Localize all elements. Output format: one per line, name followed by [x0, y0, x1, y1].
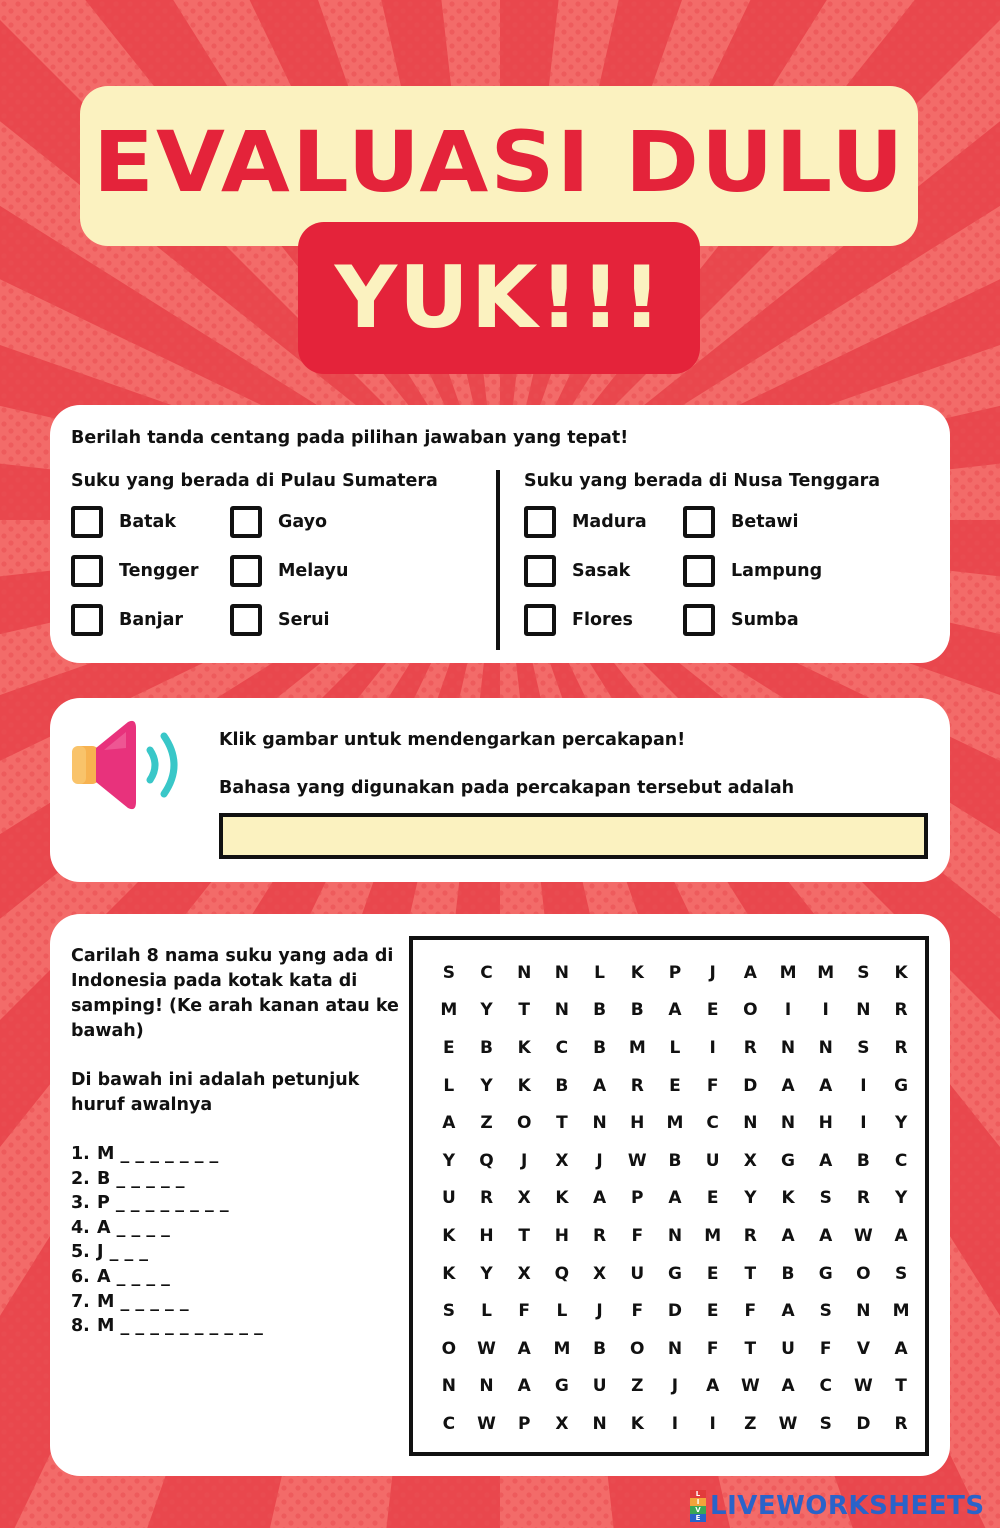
- grid-letter[interactable]: I: [709, 1037, 716, 1058]
- option-item[interactable]: [524, 604, 633, 636]
- grid-letter[interactable]: T: [556, 1113, 568, 1134]
- option-item[interactable]: [71, 604, 183, 636]
- grid-letter[interactable]: A: [894, 1225, 908, 1246]
- grid-letter[interactable]: X: [743, 1150, 757, 1171]
- grid-letter[interactable]: F: [706, 1075, 719, 1096]
- grid-letter[interactable]: Q: [479, 1150, 494, 1171]
- group-title: Suku yang berada di Pulau Sumatera: [71, 471, 438, 491]
- grid-letter[interactable]: R: [894, 1000, 908, 1021]
- grid-letter[interactable]: R: [479, 1188, 494, 1209]
- grid-letter[interactable]: O: [516, 1113, 532, 1134]
- grid-letter[interactable]: X: [555, 1150, 569, 1171]
- grid-letter[interactable]: N: [743, 1113, 758, 1134]
- option-item[interactable]: [524, 506, 647, 538]
- clue-number: 1.: [71, 1144, 90, 1164]
- clue-number: 2.: [71, 1168, 90, 1189]
- checkbox[interactable]: [230, 506, 262, 538]
- grid-letter[interactable]: D: [743, 1075, 758, 1096]
- clue-number: 8.: [71, 1316, 90, 1337]
- grid-letter[interactable]: N: [667, 1338, 683, 1359]
- grid-letter[interactable]: N: [554, 1000, 570, 1021]
- grid-letter[interactable]: S: [442, 1301, 455, 1322]
- grid-letter[interactable]: A: [593, 1075, 607, 1096]
- grid-letter[interactable]: M: [666, 1113, 684, 1134]
- grid-letter[interactable]: T: [744, 1263, 757, 1284]
- grid-letter[interactable]: N: [479, 1376, 494, 1397]
- grid-letter[interactable]: F: [706, 1338, 719, 1359]
- grid-letter[interactable]: I: [822, 1000, 829, 1021]
- grid-letter[interactable]: A: [819, 1225, 833, 1246]
- grid-letter[interactable]: S: [857, 1037, 870, 1058]
- option-label: Gayo: [278, 512, 328, 532]
- logo-mark-letter: L: [690, 1490, 706, 1498]
- checkbox[interactable]: [71, 604, 103, 636]
- grid-letter[interactable]: A: [894, 1338, 908, 1359]
- grid-letter[interactable]: K: [442, 1225, 456, 1246]
- checkbox[interactable]: [230, 604, 262, 636]
- grid-letter[interactable]: R: [856, 1188, 870, 1209]
- grid-letter[interactable]: K: [894, 962, 908, 983]
- grid-letter[interactable]: A: [743, 962, 757, 983]
- grid-letter[interactable]: A: [781, 1225, 795, 1246]
- grid-letter[interactable]: D: [856, 1413, 871, 1434]
- grid-letter[interactable]: U: [781, 1338, 795, 1359]
- checkbox[interactable]: [524, 555, 556, 587]
- grid-letter[interactable]: W: [627, 1150, 647, 1171]
- grid-letter[interactable]: O: [441, 1338, 457, 1359]
- grid-letter[interactable]: F: [744, 1301, 757, 1322]
- grid-letter[interactable]: F: [819, 1338, 832, 1359]
- grid-letter[interactable]: M: [892, 1301, 910, 1322]
- grid-letter[interactable]: Z: [480, 1113, 493, 1134]
- grid-letter[interactable]: H: [630, 1113, 645, 1134]
- grid-letter[interactable]: W: [854, 1225, 873, 1246]
- grid-letter[interactable]: K: [630, 962, 644, 983]
- grid-letter[interactable]: I: [784, 1000, 792, 1021]
- logo-text: LIVEWORKSHEETS: [710, 1491, 985, 1521]
- grid-letter[interactable]: A: [668, 1188, 682, 1209]
- grid-letter[interactable]: A: [781, 1376, 795, 1397]
- grid-letter[interactable]: O: [630, 1338, 645, 1359]
- grid-letter[interactable]: B: [856, 1150, 870, 1171]
- clue-item: [71, 1265, 263, 1290]
- grid-letter[interactable]: R: [894, 1037, 908, 1058]
- clue-text: M _ _ _ _ _: [97, 1291, 189, 1312]
- title-badge: [298, 222, 700, 374]
- checkbox[interactable]: [71, 555, 103, 587]
- grid-letter[interactable]: E: [669, 1075, 681, 1096]
- grid-letter[interactable]: T: [744, 1338, 757, 1359]
- option-label: Madura: [572, 512, 647, 532]
- grid-letter[interactable]: I: [709, 1413, 716, 1434]
- grid-letter[interactable]: D: [667, 1301, 683, 1322]
- checkbox[interactable]: [524, 506, 556, 538]
- clue-text: M _ _ _ _ _ _ _ _ _ _: [97, 1316, 263, 1337]
- grid-letter[interactable]: P: [517, 1413, 531, 1434]
- grid-letter[interactable]: L: [556, 1301, 568, 1322]
- grid-letter[interactable]: N: [818, 1037, 833, 1058]
- liveworksheets-logo: [690, 1490, 985, 1522]
- grid-letter[interactable]: R: [630, 1075, 644, 1096]
- option-item[interactable]: [683, 604, 799, 636]
- grid-letter[interactable]: J: [521, 1150, 528, 1171]
- option-label: Sasak: [572, 561, 631, 581]
- answer-input[interactable]: [219, 813, 928, 859]
- clue-item: [71, 1314, 263, 1339]
- grid-letter[interactable]: N: [517, 962, 532, 983]
- grid-letter[interactable]: C: [442, 1413, 456, 1434]
- grid-letter[interactable]: S: [894, 1263, 908, 1284]
- grid-letter[interactable]: S: [857, 962, 870, 983]
- option-label: Serui: [278, 610, 330, 630]
- grid-letter[interactable]: J: [596, 1150, 603, 1171]
- grid-letter[interactable]: Q: [554, 1263, 570, 1284]
- grid-letter[interactable]: K: [555, 1188, 569, 1209]
- grid-letter[interactable]: R: [593, 1225, 607, 1246]
- grid-letter[interactable]: N: [592, 1113, 607, 1134]
- word-search-hint: Di bawah ini adalah petunjuk huruf awalnya: [71, 1070, 360, 1115]
- grid-letter[interactable]: S: [819, 1188, 832, 1209]
- grid-letter[interactable]: G: [554, 1376, 569, 1397]
- grid-letter[interactable]: M: [817, 962, 835, 983]
- grid-letter[interactable]: B: [593, 1000, 607, 1021]
- grid-letter[interactable]: R: [743, 1037, 757, 1058]
- grid-letter[interactable]: U: [441, 1188, 456, 1209]
- column-divider: [496, 470, 500, 650]
- grid-letter[interactable]: X: [555, 1413, 569, 1434]
- grid-letter[interactable]: N: [780, 1037, 796, 1058]
- grid-letter[interactable]: E: [706, 1301, 719, 1322]
- grid-letter[interactable]: G: [894, 1075, 909, 1096]
- grid-letter[interactable]: Z: [631, 1376, 644, 1397]
- grid-letter[interactable]: S: [442, 962, 455, 983]
- grid-letter[interactable]: E: [706, 1000, 719, 1021]
- grid-letter[interactable]: N: [554, 962, 570, 983]
- grid-letter[interactable]: W: [477, 1338, 496, 1359]
- word-search-grid: [430, 954, 920, 1443]
- grid-letter[interactable]: N: [667, 1225, 683, 1246]
- clue-item: [71, 1216, 263, 1241]
- grid-letter[interactable]: R: [743, 1225, 757, 1246]
- word-search-grid-box: [409, 936, 929, 1456]
- option-label: Flores: [572, 610, 633, 630]
- grid-letter[interactable]: J: [671, 1376, 679, 1397]
- clue-number: 7.: [71, 1291, 90, 1312]
- grid-letter[interactable]: K: [442, 1263, 456, 1284]
- grid-letter[interactable]: A: [668, 1000, 682, 1021]
- grid-letter[interactable]: M: [779, 962, 797, 983]
- grid-letter[interactable]: U: [630, 1263, 645, 1284]
- grid-letter[interactable]: X: [517, 1263, 531, 1284]
- grid-letter[interactable]: E: [706, 1188, 719, 1209]
- logo-mark-letter: V: [690, 1506, 706, 1514]
- option-label: Melayu: [278, 561, 349, 581]
- grid-letter[interactable]: Y: [480, 1000, 493, 1021]
- grid-letter[interactable]: C: [706, 1113, 719, 1134]
- grid-letter[interactable]: B: [781, 1263, 795, 1284]
- clue-text: B _ _ _ _ _: [97, 1168, 185, 1189]
- option-item[interactable]: [230, 506, 327, 538]
- grid-letter[interactable]: A: [593, 1188, 607, 1209]
- group-title: Suku yang berada di Nusa Tenggara: [524, 471, 881, 491]
- checkbox[interactable]: [683, 604, 715, 636]
- grid-letter[interactable]: F: [518, 1301, 531, 1322]
- option-item[interactable]: [524, 555, 630, 587]
- grid-letter[interactable]: A: [442, 1113, 456, 1134]
- grid-letter[interactable]: F: [631, 1225, 644, 1246]
- grid-letter[interactable]: B: [593, 1037, 607, 1058]
- grid-letter[interactable]: O: [856, 1263, 871, 1284]
- grid-letter[interactable]: A: [781, 1301, 795, 1322]
- grid-letter[interactable]: W: [854, 1376, 873, 1397]
- grid-letter[interactable]: N: [856, 1301, 871, 1322]
- clue-text: A _ _ _ _: [97, 1266, 170, 1287]
- grid-letter[interactable]: F: [631, 1301, 644, 1322]
- page-title: EVALUASI DULU: [92, 113, 906, 211]
- grid-letter[interactable]: N: [856, 1000, 871, 1021]
- grid-letter[interactable]: J: [709, 962, 716, 983]
- checkbox[interactable]: [683, 555, 715, 587]
- grid-letter[interactable]: P: [668, 962, 682, 983]
- grid-letter[interactable]: T: [895, 1376, 907, 1397]
- grid-letter[interactable]: Y: [744, 1188, 757, 1209]
- grid-letter[interactable]: Y: [894, 1188, 908, 1209]
- grid-letter[interactable]: O: [743, 1000, 758, 1021]
- grid-letter[interactable]: L: [443, 1075, 455, 1096]
- clue-item: [71, 1142, 263, 1167]
- clue-number: 3.: [71, 1193, 90, 1214]
- grid-letter[interactable]: I: [671, 1413, 679, 1434]
- grid-letter[interactable]: Y: [442, 1150, 455, 1171]
- option-item[interactable]: [71, 506, 176, 538]
- clue-item: [71, 1191, 263, 1216]
- audio-question: Bahasa yang digunakan pada percakapan tersebut adalah: [219, 778, 795, 798]
- audio-instruction: Klik gambar untuk mendengarkan percakapan!: [219, 730, 686, 750]
- grid-letter[interactable]: K: [517, 1075, 531, 1096]
- clue-item: [71, 1167, 263, 1192]
- grid-letter[interactable]: I: [860, 1075, 867, 1096]
- grid-letter[interactable]: G: [781, 1150, 796, 1171]
- grid-letter[interactable]: K: [630, 1413, 644, 1434]
- grid-letter[interactable]: T: [518, 1225, 531, 1246]
- grid-letter[interactable]: E: [443, 1037, 455, 1058]
- grid-letter[interactable]: C: [480, 962, 493, 983]
- grid-letter[interactable]: H: [479, 1225, 494, 1246]
- clue-text: A _ _ _ _: [97, 1217, 170, 1238]
- option-label: Betawi: [731, 512, 799, 532]
- logo-mark-icon: [690, 1490, 706, 1522]
- grid-letter[interactable]: G: [818, 1263, 833, 1284]
- grid-letter[interactable]: H: [554, 1225, 570, 1246]
- option-label: Tengger: [119, 561, 199, 581]
- grid-letter[interactable]: A: [517, 1376, 531, 1397]
- word-search-instruction: Carilah 8 nama suku yang ada di Indonesia pada kotak kata di samping! (Ke arah kanan atau ke bawah): [71, 946, 399, 1041]
- clue-text: J _ _ _: [97, 1242, 149, 1263]
- grid-letter[interactable]: B: [593, 1338, 607, 1359]
- grid-letter[interactable]: L: [481, 1301, 492, 1322]
- option-label: Banjar: [119, 610, 184, 630]
- grid-letter[interactable]: I: [860, 1113, 867, 1134]
- logo-mark-letter: E: [690, 1514, 706, 1522]
- grid-letter[interactable]: C: [894, 1150, 908, 1171]
- grid-letter[interactable]: A: [819, 1075, 833, 1096]
- grid-letter[interactable]: N: [780, 1113, 796, 1134]
- option-label: Sumba: [731, 610, 799, 630]
- option-item[interactable]: [230, 555, 348, 587]
- grid-letter[interactable]: W: [778, 1413, 798, 1434]
- grid-letter[interactable]: B: [668, 1150, 682, 1171]
- checkbox[interactable]: [230, 555, 262, 587]
- grid-letter[interactable]: M: [553, 1338, 571, 1359]
- grid-letter[interactable]: Z: [744, 1413, 757, 1434]
- grid-letter[interactable]: G: [667, 1263, 682, 1284]
- grid-letter[interactable]: V: [856, 1338, 870, 1359]
- grid-letter[interactable]: M: [628, 1037, 646, 1058]
- grid-letter[interactable]: A: [706, 1376, 720, 1397]
- speaker-icon[interactable]: [70, 718, 190, 812]
- grid-letter[interactable]: B: [630, 1000, 644, 1021]
- option-item[interactable]: [683, 555, 822, 587]
- grid-letter[interactable]: C: [555, 1037, 569, 1058]
- clue-number: 4.: [71, 1217, 90, 1238]
- grid-letter[interactable]: B: [480, 1037, 494, 1058]
- grid-letter[interactable]: H: [818, 1113, 833, 1134]
- option-label: Batak: [119, 512, 176, 532]
- grid-letter[interactable]: U: [592, 1376, 607, 1397]
- page-subtitle: YUK!!!: [334, 248, 664, 348]
- grid-letter[interactable]: N: [441, 1376, 456, 1397]
- option-label: Lampung: [731, 561, 823, 581]
- grid-letter[interactable]: X: [593, 1263, 607, 1284]
- grid-letter[interactable]: U: [705, 1150, 720, 1171]
- clue-list: [71, 1142, 263, 1339]
- checkbox[interactable]: [71, 506, 103, 538]
- grid-letter[interactable]: A: [781, 1075, 795, 1096]
- checkbox[interactable]: [683, 506, 715, 538]
- grid-letter[interactable]: B: [555, 1075, 569, 1096]
- clue-number: 6.: [71, 1266, 90, 1287]
- grid-letter[interactable]: K: [517, 1037, 531, 1058]
- clue-text: P _ _ _ _ _ _ _ _: [97, 1193, 229, 1214]
- grid-letter[interactable]: N: [592, 1413, 607, 1434]
- grid-letter[interactable]: J: [596, 1301, 603, 1322]
- grid-letter[interactable]: L: [669, 1037, 681, 1058]
- clue-item: [71, 1240, 263, 1265]
- grid-letter[interactable]: K: [781, 1188, 795, 1209]
- clue-text: M _ _ _ _ _ _ _: [97, 1144, 219, 1164]
- grid-letter[interactable]: S: [819, 1301, 832, 1322]
- option-item[interactable]: [230, 604, 330, 636]
- checkbox[interactable]: [524, 604, 556, 636]
- grid-letter[interactable]: W: [477, 1413, 496, 1434]
- grid-letter[interactable]: S: [819, 1413, 832, 1434]
- clue-item: [71, 1290, 263, 1315]
- grid-letter[interactable]: Y: [480, 1075, 493, 1096]
- grid-letter[interactable]: X: [517, 1188, 531, 1209]
- question1-instruction: Berilah tanda centang pada pilihan jawaban yang tepat!: [71, 428, 629, 448]
- grid-letter[interactable]: R: [894, 1413, 908, 1434]
- option-item[interactable]: [71, 555, 199, 587]
- option-item[interactable]: [683, 506, 799, 538]
- grid-letter[interactable]: M: [704, 1225, 722, 1246]
- grid-letter[interactable]: Y: [894, 1113, 908, 1134]
- grid-letter[interactable]: E: [706, 1263, 719, 1284]
- grid-letter[interactable]: T: [518, 1000, 531, 1021]
- grid-letter[interactable]: C: [819, 1376, 832, 1397]
- grid-letter[interactable]: P: [631, 1188, 644, 1209]
- grid-letter[interactable]: W: [740, 1376, 760, 1397]
- grid-letter[interactable]: M: [440, 1000, 458, 1021]
- logo-mark-letter: I: [690, 1498, 706, 1506]
- grid-letter[interactable]: A: [819, 1150, 833, 1171]
- clue-number: 5.: [71, 1242, 90, 1263]
- grid-letter[interactable]: L: [594, 962, 606, 983]
- grid-letter[interactable]: A: [517, 1338, 531, 1359]
- grid-letter[interactable]: Y: [480, 1263, 493, 1284]
